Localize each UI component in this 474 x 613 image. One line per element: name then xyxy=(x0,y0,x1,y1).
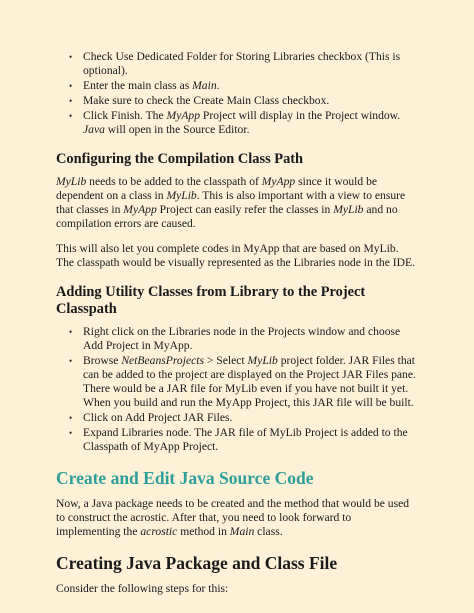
list-item: • Make sure to check the Create Main Class checkbox. xyxy=(83,94,416,108)
list-item: • Check Use Dedicated Folder for Storing Libraries checkbox (This is optional). xyxy=(83,50,416,78)
list-item: • Click Finish. The MyApp Project will display in the Project window. Java will open in the Source Editor. xyxy=(83,109,416,137)
italic-term: MyLib xyxy=(247,354,278,367)
paragraph-steps-intro: Consider the following steps for this: xyxy=(56,582,229,595)
italic-term: MyLib xyxy=(56,175,87,188)
italic-term: acrostic xyxy=(140,525,178,538)
document-page xyxy=(56,50,416,607)
paragraph-compilation-2: This will also let you complete codes in MyApp that are based on MyLib. The classpath would be visually represented as the Libraries node in the IDE. xyxy=(56,242,415,269)
paragraph-create-edit: Now, a Java package needs to be created and the method that would be used to construct the acrostic. After that, you need to look forward to implementing the acrostic method in Main class. xyxy=(56,497,410,538)
italic-term: MyLib xyxy=(166,189,197,202)
heading-utility-classes: Adding Utility Classes from Library to the Project Classpath xyxy=(56,284,366,317)
steps-list-new-project xyxy=(56,50,416,137)
steps-list-classpath xyxy=(56,325,416,454)
italic-term: NetBeansProjects xyxy=(121,354,204,367)
italic-term: Main xyxy=(229,525,255,538)
heading-compilation-class-path: Configuring the Compilation Class Path xyxy=(56,151,304,167)
paragraph-compilation-1: MyLib needs to be added to the classpath of MyApp since it would be dependent on a class in MyLib. This is also important with a view to ensure that classes in MyApp Project can easily refer the classes in MyLib and no compilation errors are caused. xyxy=(56,175,406,230)
italic-term: MyApp xyxy=(261,175,296,188)
list-item: • Click on Add Project JAR Files. xyxy=(83,411,416,425)
italic-term: Java xyxy=(83,123,105,136)
list-item: • Right click on the Libraries node in the Projects window and choose Add Project in MyApp. xyxy=(83,325,416,353)
heading-java-package-class: Creating Java Package and Class File xyxy=(56,553,338,573)
list-item: • Browse NetBeansProjects > Select MyLib project folder. JAR Files that can be added to the project are displayed on the Project JAR Files pane. There would be a JAR file for MyLib even if you have not built it yet. When you build and run the MyApp Project, this JAR file will be built. xyxy=(83,354,416,410)
italic-term: Main xyxy=(192,79,217,92)
heading-create-edit-source: Create and Edit Java Source Code xyxy=(56,468,314,488)
list-item: • Expand Libraries node. The JAR file of MyLib Project is added to the Classpath of MyApp Project. xyxy=(83,426,416,454)
italic-term: MyApp xyxy=(166,109,201,122)
list-item: • Enter the main class as Main. xyxy=(83,79,416,93)
italic-term: MyApp xyxy=(123,203,157,216)
italic-term: MyLib xyxy=(333,203,364,216)
